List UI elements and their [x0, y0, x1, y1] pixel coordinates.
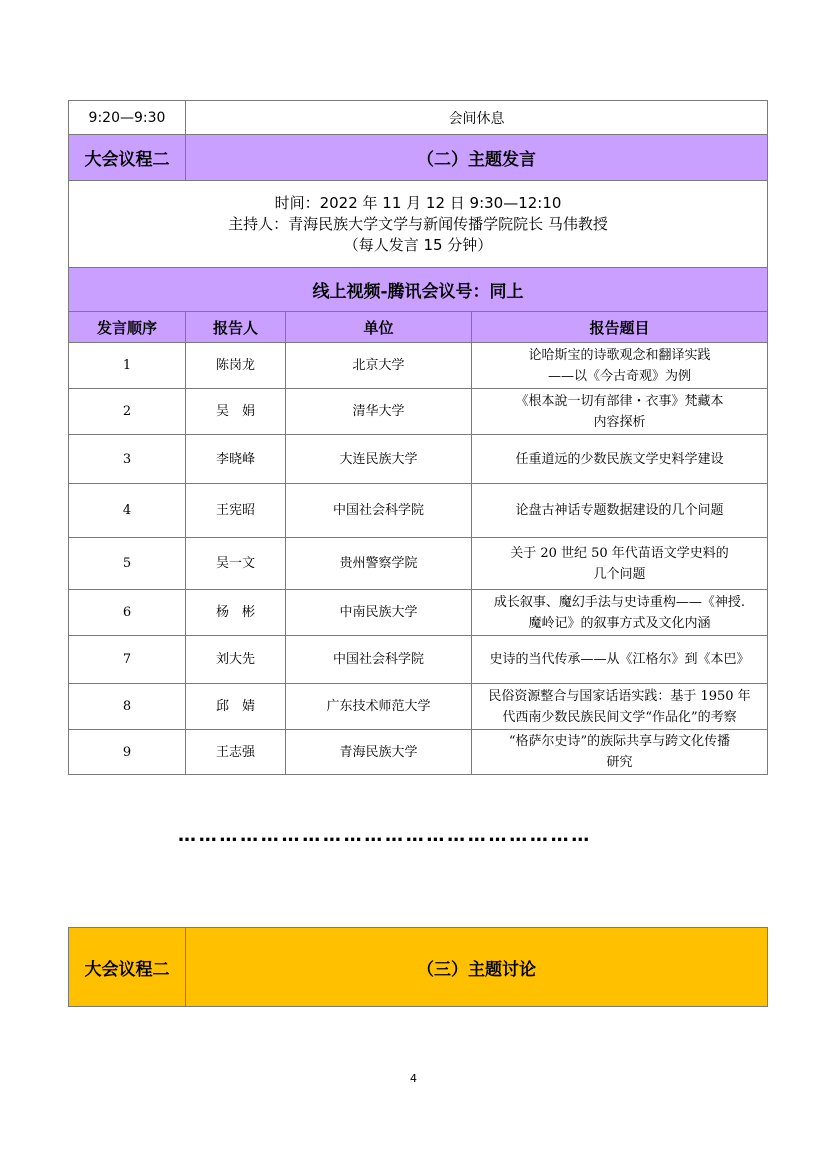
session-time: 时间：2022 年 11 月 12 日 9:30—12:10 [274, 193, 562, 212]
row-topic [472, 684, 768, 730]
table-row [69, 484, 768, 538]
row-unit: 中南民族大学 [286, 590, 472, 636]
row-unit: 中国社会科学院 [286, 484, 472, 538]
row-topic [472, 484, 768, 538]
row-unit: 北京大学 [286, 343, 472, 389]
table-row [69, 684, 768, 730]
agenda3-table [68, 927, 768, 1007]
row-speaker: 王志强 [186, 730, 286, 775]
row-speaker: 王宪昭 [186, 484, 286, 538]
row-unit: 清华大学 [286, 389, 472, 435]
table-row [69, 730, 768, 775]
topic-line: 任重道远的少数民族文学史料学建设 [515, 451, 724, 467]
topic-line: 代西南少数民族民间文学“作品化”的考察 [502, 709, 737, 725]
topic-line: 几个问题 [593, 566, 646, 582]
row-topic [472, 590, 768, 636]
header-speaker: 报告人 [186, 312, 286, 343]
row-speaker: 陈岗龙 [186, 343, 286, 389]
table-row [69, 343, 768, 389]
agenda3-label: 大会议程二 [69, 928, 186, 1007]
row-unit: 贵州警察学院 [286, 538, 472, 590]
session-info [69, 181, 768, 268]
row-speaker: 邱 婧 [186, 684, 286, 730]
agenda-table [68, 100, 768, 775]
row-speaker: 吴一文 [186, 538, 286, 590]
session-host: 主持人：青海民族大学文学与新闻传播学院院长 马伟教授 [228, 214, 608, 233]
break-time: 9:20—9:30 [69, 101, 186, 135]
topic-line: 论盘古神话专题数据建设的几个问题 [515, 503, 724, 518]
topic-line: 研究 [606, 755, 633, 770]
agenda3-row [69, 928, 768, 1007]
online-meeting-info: 线上视频-腾讯会议号：同上 [69, 268, 768, 312]
agenda2-info-row [69, 181, 768, 268]
row-number: 6 [69, 590, 186, 636]
row-number: 3 [69, 435, 186, 484]
row-topic [472, 435, 768, 484]
table-row [69, 389, 768, 435]
online-row [69, 268, 768, 312]
row-topic [472, 730, 768, 775]
header-unit: 单位 [286, 312, 472, 343]
row-topic [472, 343, 768, 389]
topic-line: 内容探析 [593, 414, 646, 430]
row-topic [472, 636, 768, 684]
table-row [69, 636, 768, 684]
row-unit: 青海民族大学 [286, 730, 472, 775]
row-speaker: 杨 彬 [186, 590, 286, 636]
agenda3-title: （三）主题讨论 [186, 928, 768, 1007]
page-number: 4 [410, 1072, 417, 1085]
topic-line: 关于 20 世纪 50 年代苗语文学史料的 [510, 545, 729, 561]
topic-line: 成长叙事、魔幻手法与史诗重构——《神授. [493, 594, 746, 610]
break-row [69, 101, 768, 135]
table-row [69, 538, 768, 590]
row-speaker: 李晓峰 [186, 435, 286, 484]
topic-line: ——以《今古奇观》为例 [547, 368, 691, 384]
break-label: 会间休息 [186, 101, 768, 135]
session-note: （每人发言 15 分钟） [343, 235, 493, 254]
row-unit: 中国社会科学院 [286, 636, 472, 684]
agenda2-title: （二）主题发言 [186, 135, 768, 181]
topic-line: 魔岭记》的叙事方式及文化内涵 [528, 615, 711, 631]
agenda2-header-row [69, 135, 768, 181]
row-topic [472, 538, 768, 590]
row-number: 8 [69, 684, 186, 730]
agenda2-label: 大会议程二 [69, 135, 186, 181]
header-topic: 报告题目 [472, 312, 768, 343]
row-speaker: 吴 娟 [186, 389, 286, 435]
topic-line: 《根本說一切有部律・衣事》梵藏本 [515, 393, 724, 409]
table-row [69, 435, 768, 484]
row-number: 7 [69, 636, 186, 684]
row-topic [472, 389, 768, 435]
topic-line: 民俗资源整合与国家话语实践：基于 1950 年 [488, 688, 751, 704]
row-number: 4 [69, 484, 186, 538]
topic-line: “格萨尔史诗”的族际共享与跨文化传播 [508, 734, 731, 749]
ellipsis-divider: …………………………………………………… [178, 826, 592, 846]
row-number: 5 [69, 538, 186, 590]
column-header-row [69, 312, 768, 343]
row-number: 2 [69, 389, 186, 435]
topic-line: 论哈斯宝的诗歌观念和翻译实践 [528, 347, 711, 363]
header-order: 发言顺序 [69, 312, 186, 343]
row-unit: 大连民族大学 [286, 435, 472, 484]
row-number: 1 [69, 343, 186, 389]
row-number: 9 [69, 730, 186, 775]
topic-line: 史诗的当代传承——从《江格尔》到《本巴》 [489, 652, 750, 667]
table-row [69, 590, 768, 636]
row-speaker: 刘大先 [186, 636, 286, 684]
row-unit: 广东技术师范大学 [286, 684, 472, 730]
